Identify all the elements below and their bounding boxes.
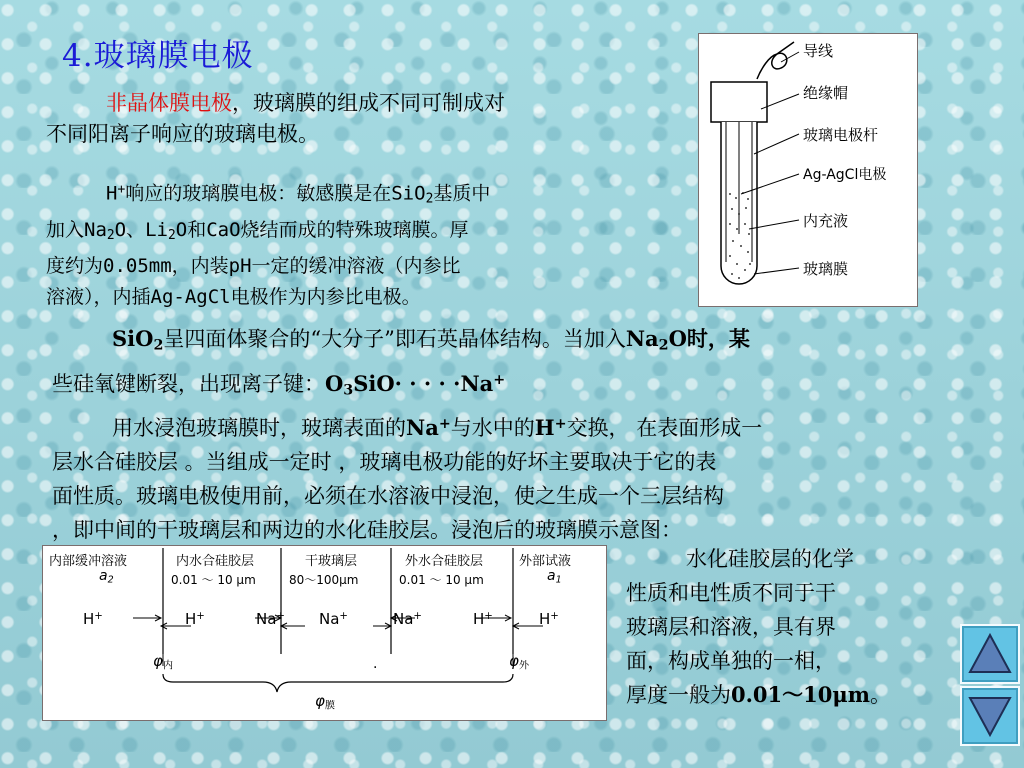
subscript: 3 — [343, 382, 354, 399]
subscript: 外 — [518, 660, 530, 672]
triangle-up-icon — [962, 626, 1018, 682]
side-note-line-5 — [626, 678, 946, 712]
text: 0.01～10μm — [731, 682, 870, 707]
text: 用水浸泡玻璃膜时，玻璃表面的 — [112, 416, 406, 441]
ion-symbol: H — [83, 610, 95, 628]
response-paragraph — [46, 174, 686, 313]
label-stem: 玻璃电极杆 — [803, 126, 879, 144]
col-outer-solution: 外部试液 — [519, 554, 572, 569]
col-inner-gel: 内水合硅胶层 — [176, 554, 255, 569]
ion-na-inner-gel — [256, 610, 285, 628]
ion-charge: + — [276, 610, 285, 622]
label-membrane: 玻璃膜 — [803, 260, 849, 278]
superscript: + — [438, 416, 451, 433]
side-note — [626, 542, 946, 712]
label-wire: 导线 — [803, 42, 834, 60]
structure-line-2 — [52, 363, 982, 408]
text: 响应的玻璃膜电极：敏感膜是在SiO — [125, 182, 426, 205]
structure-line-3 — [52, 407, 982, 445]
structure-line-5: 面性质。玻璃电极使用前，必须在水溶液中浸泡，使之生成一个三层结构 — [52, 484, 724, 509]
text: 加入Na — [46, 218, 107, 241]
subscript: 2 — [106, 227, 115, 243]
text: 交换， 在表面形成一 — [566, 416, 763, 441]
ion-h-inner-gel — [185, 610, 205, 628]
subscript: 2 — [425, 191, 434, 207]
text: 基质中 — [433, 182, 491, 205]
ion-charge: + — [339, 610, 348, 622]
side-note-line-2: 性质和电性质不同于干 — [626, 581, 836, 605]
text: 水化硅胶层的化学 — [686, 547, 854, 571]
text: O时，某 — [668, 326, 750, 351]
activity-symbol: a — [99, 568, 108, 584]
superscript: + — [554, 416, 567, 433]
intro-line-1 — [46, 88, 686, 119]
wire-line — [757, 42, 794, 79]
ion-h-outer — [539, 610, 559, 628]
membrane-diagram — [42, 545, 607, 721]
stray-dot: . — [373, 656, 378, 672]
ion-symbol: H — [473, 610, 485, 628]
text: 呈四面体聚合的“大分子”即石英晶体结构。当加入 — [163, 327, 626, 351]
next-slide-button[interactable] — [960, 686, 1020, 746]
side-note-line-4: 面，构成单独的一相， — [626, 649, 836, 673]
ion-charge: + — [484, 610, 493, 622]
ion-symbol: Na — [393, 610, 414, 628]
structure-line-4: 层水合硅胶层 。当组成一定时 ，玻璃电极功能的好坏主要取决于它的表 — [52, 450, 717, 475]
phi-outer — [509, 652, 529, 672]
col-inner-solution: 内部缓冲溶液 — [49, 554, 128, 569]
col-outer-gel: 外水合硅胶层 — [405, 554, 484, 569]
response-line-4: 溶液），内插Ag-AgCl电极作为内参比电极。 — [46, 285, 421, 308]
phi-membrane — [315, 692, 335, 712]
text: 与水中的 — [450, 416, 535, 441]
cap-shape — [711, 82, 767, 122]
ion-symbol: H — [185, 610, 197, 628]
phi-inner — [153, 652, 173, 672]
ion-symbol: Na — [319, 610, 340, 628]
label-filling: 内充液 — [803, 212, 849, 230]
col-inner-activity — [99, 568, 114, 585]
electrode-diagram — [698, 33, 918, 307]
intro-highlight: 非晶体膜电极 — [106, 91, 232, 115]
structure-paragraph — [52, 322, 982, 547]
col-outer-activity — [547, 568, 562, 585]
text: Na — [406, 415, 439, 441]
membrane-brace — [163, 674, 513, 692]
response-line-3: 度约为0.05mm，内装pH一定的缓冲溶液（内参比 — [46, 254, 461, 277]
structure-line-6: ，即中间的干玻璃层和两边的水化硅胶层。浸泡后的玻璃膜示意图： — [52, 518, 682, 543]
subscript: 2 — [658, 337, 669, 354]
text: SiO· · · · ·Na — [353, 370, 494, 396]
response-line-2 — [46, 215, 686, 251]
slide-title: 4.玻璃膜电极 — [62, 38, 254, 74]
text: O、Li — [114, 218, 168, 241]
col-inner-gel-thickness: 0.01 ～ 10 μm — [171, 573, 256, 587]
triangle-down-icon — [962, 688, 1018, 744]
response-line-1 — [46, 174, 686, 215]
superscript: + — [117, 182, 126, 197]
col-dry-glass: 干玻璃层 — [305, 554, 358, 569]
subscript: 2 — [168, 227, 176, 243]
text: O — [325, 370, 344, 396]
text: 。 — [869, 683, 891, 707]
ion-symbol: H — [539, 610, 551, 628]
ion-na-dry-glass — [319, 610, 348, 628]
activity-symbol: a — [547, 568, 556, 584]
intro-line-1-text: ，玻璃膜的组成不同可制成对 — [232, 91, 505, 115]
subscript: 膜 — [324, 700, 336, 712]
phi-symbol: φ — [509, 652, 519, 670]
label-cap: 绝缘帽 — [803, 84, 849, 102]
ion-charge: + — [196, 610, 205, 622]
ion-charge: + — [94, 610, 103, 622]
subscript: 2 — [107, 574, 114, 586]
label-ag-agcl: Ag-AgCl电极 — [803, 167, 887, 183]
text: H — [534, 415, 555, 441]
superscript: + — [493, 371, 506, 388]
subscript: 1 — [555, 574, 562, 586]
col-dry-glass-thickness: 80～100μm — [289, 573, 359, 587]
phi-symbol: φ — [315, 692, 325, 710]
col-outer-gel-thickness: 0.01 ～ 10 μm — [399, 573, 484, 587]
phi-symbol: φ — [153, 652, 163, 670]
ion-h-inner — [83, 610, 103, 628]
ion-charge: + — [413, 610, 422, 622]
subscript: 内 — [162, 660, 174, 672]
text: Na — [625, 326, 659, 351]
text: 厚度一般为 — [626, 683, 731, 707]
subscript: 2 — [153, 337, 164, 354]
text: SiO — [112, 326, 154, 351]
ion-symbol: Na — [256, 610, 277, 628]
ion-h-outer-gel — [473, 610, 493, 628]
text: H — [106, 182, 118, 205]
ion-na-outer-gel — [393, 610, 422, 628]
intro-line-2: 不同阳离子响应的玻璃电极。 — [46, 122, 319, 146]
text: 些硅氧键断裂，出现离子键： — [52, 371, 325, 396]
intro-paragraph — [46, 88, 686, 150]
structure-line-1 — [52, 322, 982, 363]
side-note-line-3: 玻璃层和溶液，具有界 — [626, 615, 836, 639]
ion-charge: + — [550, 610, 559, 622]
text: O和CaO烧结而成的特殊玻璃膜。厚 — [175, 218, 469, 241]
previous-slide-button[interactable] — [960, 624, 1020, 684]
side-note-line-1 — [626, 542, 946, 576]
